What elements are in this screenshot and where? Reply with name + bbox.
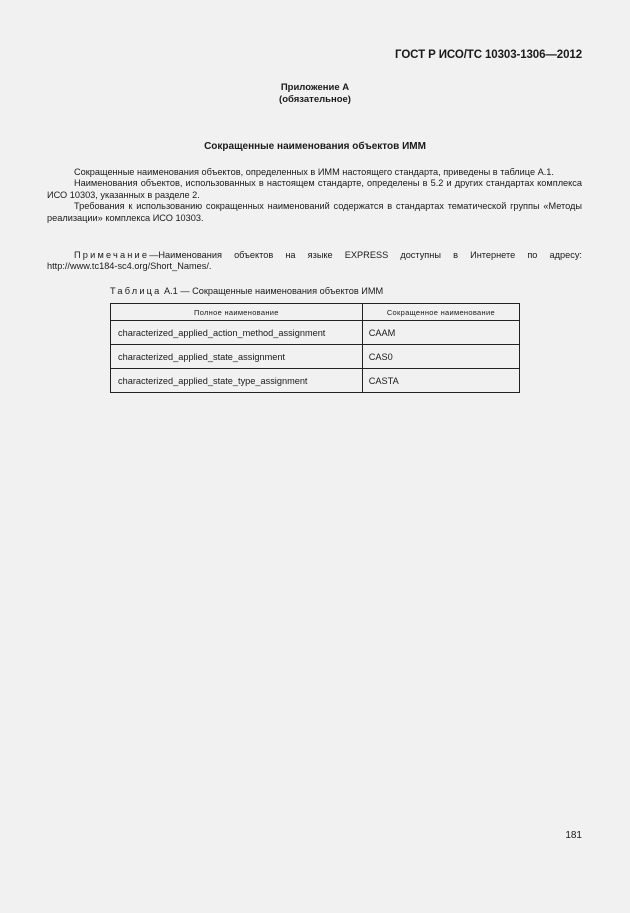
paragraph: Наименования объектов, использованных в настоящем стандарте, определены в 5.2 и других стандартах комплекса ИСО 10303, указанных в разделе 2. [47,178,582,200]
note-label-group [74,250,222,261]
note-url[interactable]: http://www.tc184-sc4.org/Short_Names/. [47,261,212,272]
note-line [47,250,582,261]
note [47,250,582,273]
note-word: объектов [234,250,274,260]
note-word: по [527,250,538,260]
note-word: адресу: [549,250,582,260]
table-caption [110,286,383,296]
note-word: Наименования [158,250,222,260]
table-caption-label: Таблица [110,286,162,296]
note-label: Примечание [74,250,150,260]
header-short-name: Сокращенное наименование [362,304,519,321]
note-word: Интернете [470,250,516,260]
note-word: доступны [400,250,441,260]
table-row [111,345,520,369]
table-row [111,369,520,393]
short-name-cell: CAAM [362,321,519,345]
header-full-name: Полное наименование [111,304,363,321]
body-text [47,167,582,224]
paragraph: Сокращенные наименования объектов, определенных в ИММ настоящего стандарта, приведены в таблице А.1. [74,167,554,177]
page-number: 181 [565,830,582,841]
annex-title: Приложение А [280,82,350,93]
table-row [111,321,520,345]
note-dash: — [149,250,159,260]
abbreviations-table [110,303,520,393]
note-word: на [285,250,296,260]
table-header-row [111,304,520,321]
full-name-cell: characterized_applied_state_assignment [111,345,363,369]
annex-status: (обязательное) [279,94,351,105]
full-name-cell: characterized_applied_action_method_assignment [111,321,363,345]
annex-heading [0,82,630,106]
note-word: EXPRESS [344,250,389,260]
full-name-cell: characterized_applied_state_type_assignment [111,369,363,393]
table-caption-text: А.1 — Сокращенные наименования объектов ИММ [164,286,384,296]
section-title: Сокращенные наименования объектов ИММ [204,141,426,152]
short-name-cell: CASTA [362,369,519,393]
note-word: в [453,250,458,260]
paragraph: Требования к использованию сокращенных наименований содержатся в стандартах тематической группы «Методы реализации» комплекса ИСО 10303. [47,201,582,223]
note-word: языке [307,250,333,260]
short-name-cell: CAS0 [362,345,519,369]
standard-code: ГОСТ Р ИСО/ТС 10303-1306—2012 [395,49,582,61]
